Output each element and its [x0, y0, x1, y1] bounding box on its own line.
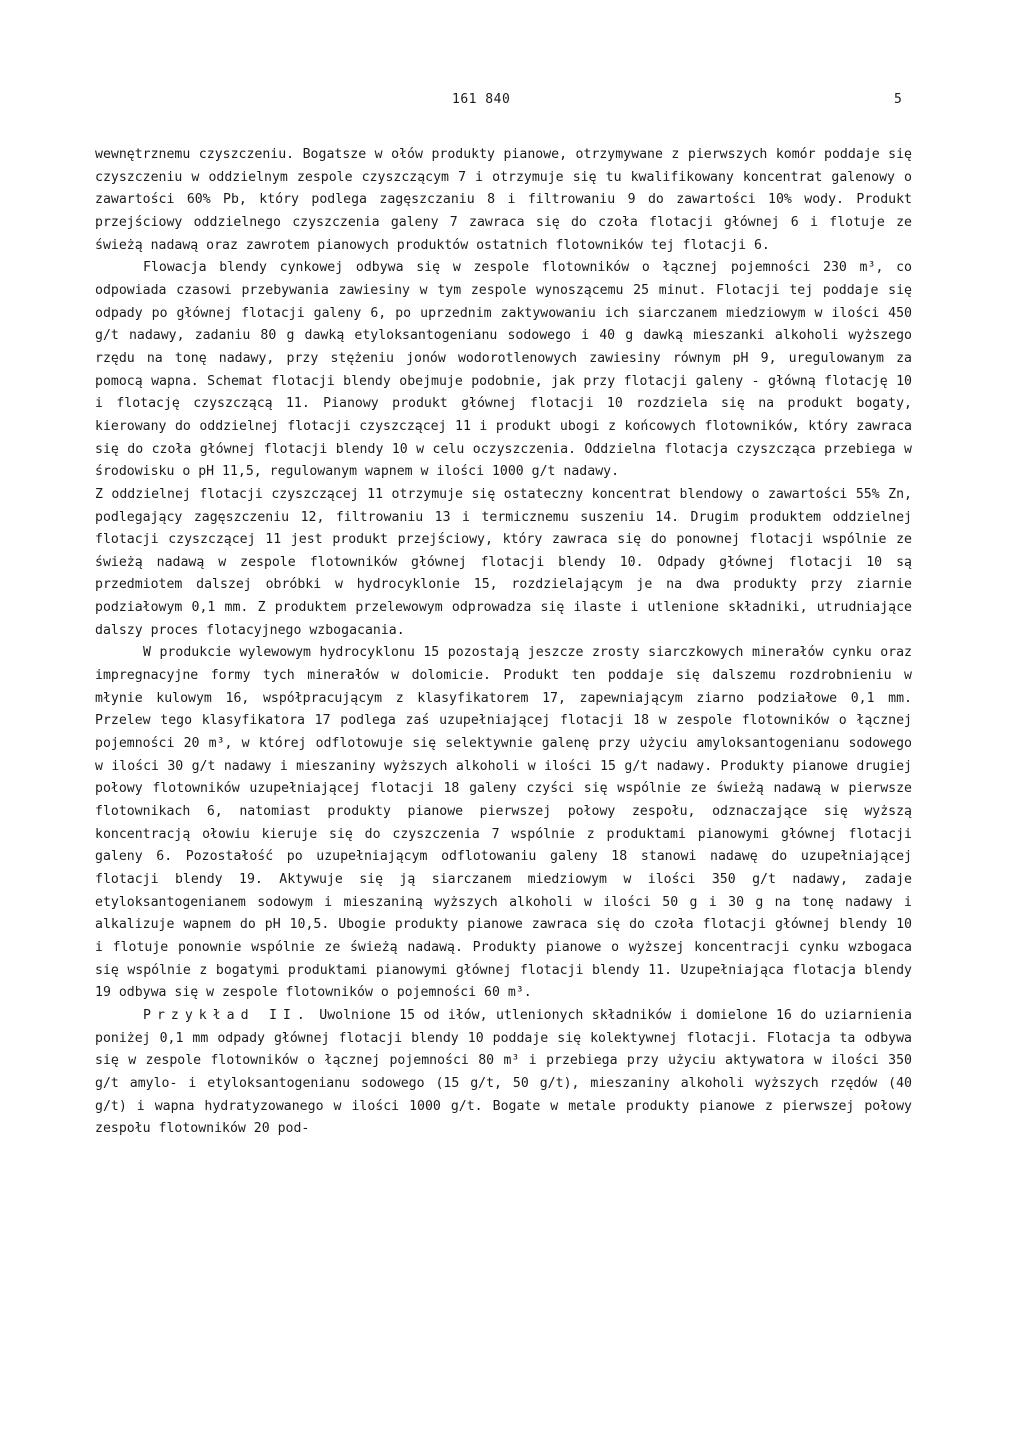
- page-number: 5: [894, 92, 902, 107]
- example-label: Przykład II.: [143, 1007, 311, 1023]
- paragraph-example-ii: [95, 1005, 912, 1141]
- patent-number: 161 840: [452, 92, 511, 107]
- page-header: [0, 92, 1024, 112]
- paragraph-galena-cleaning: wewnętrznemu czyszczeniu. Bogatsze w ołów produkty pianowe, otrzymywane z pierwszych komór poddaje się czyszczeniu w oddzielnym zespole czyszczącym 7 i otrzymuje się tu kwalifikowany koncentrat galenowy o zawartości 60% Pb, który podlega zagęszczaniu 8 i filtrowaniu 9 do zawartości 10% wody. Produkt przejściowy oddzielnego czyszczenia galeny 7 zawraca się do czoła flotacji głównej 6 i flotuje ze świeżą nadawą oraz zawrotem pianowych produktów ostatnich flotowników tej flotacji 6.: [95, 147, 912, 253]
- paragraph-separate-cleaning: Z oddzielnej flotacji czyszczącej 11 otrzymuje się ostateczny koncentrat blendowy o zawartości 55% Zn, podlegający zagęszczeniu 12, filtrowaniu 13 i termicznemu suszeniu 14. Drugim produktem oddzielnej flotacji czyszczącej 11 jest produkt przejściowy, który zawraca się do ponownej flotacji wspólnie ze świeżą nadawą w zespole flotowników głównej flotacji blendy 10. Odpady głównej flotacji 10 są przedmiotem dalszej obróbki w hydrocyklonie 15, rozdzielającym je na dwa produkty przy ziarnie podziałowym 0,1 mm. Z produktem przelewowym odprowadza się ilaste i utlenione składniki, utrudniające dalszy proces flotacyjnego wzbogacania.: [95, 486, 912, 638]
- paragraph-blende-flotation: Flowacja blendy cynkowej odbywa się w zespole flotowników o łącznej pojemności 230 m³, co odpowiada czasowi przebywania zawiesiny w tym zespole wynoszącemu 25 minut. Flotacji tej poddaje się odpady po głównej flotacji galeny 6, po uprzednim zaktywowaniu ich siarczanem miedziowym w ilości 450 g/t nadawy, zadaniu 80 g dawką etyloksantogenianu sodowego i 40 g dawką mieszanki alkoholi wyższego rzędu na tonę nadawy, przy stężeniu jonów wodorotlenowych zawiesiny równym pH 9, uregulowanym za pomocą wapna. Schemat flotacji blendy obejmuje podobnie, jak przy flotacji galeny - główną flotację 10 i flotację czyszczącą 11. Pianowy produkt głównej flotacji 10 rozdziela się na produkt bogaty, kierowany do oddzielnej flotacji czyszczącej 11 i produkt ubogi z końcowych flotowników, który zawraca się do czoła głównej flotacji blendy 10 w celu oczyszczenia. Oddzielna flotacja czyszcząca przebiega w środowisku o pH 11,5, regulowanym wapnem w ilości 1000 g/t nadawy.: [95, 260, 912, 480]
- paragraph-hydrocyclone-underflow: W produkcie wylewowym hydrocyklonu 15 pozostają jeszcze zrosty siarczkowych minerałów cynku oraz impregnacyjne formy tych minerałów w dolomicie. Produkt ten poddaje się dalszemu rozdrobnieniu w młynie kulowym 16, współpracującym z klasyfikatorem 17, zapewniającym ziarno podziałowe 0,1 mm. Przelew tego klasyfikatora 17 podlega zaś uzupełniającej flotacji 18 w zespole flotowników o łącznej pojemności 20 m³, w której odflotowuje się selektywnie galenę przy użyciu amyloksantogenianu sodowego w ilości 30 g/t nadawy i mieszaniny wyższych alkoholi w ilości 15 g/t nadawy. Produkty pianowe drugiej połowy flotowników uzupełniającej flotacji 18 galeny czyści się wspólnie ze świeżą nadawą w pierwsze flotownikach 6, natomiast produkty pianowe pierwszej połowy zespołu, odznaczające się wyższą koncentracją ołowiu kieruje się do czyszczenia 7 wspólnie z produktami pianowymi głównej flotacji galeny 6. Pozostałość po uzupełniającym odflotowaniu galeny 18 stanowi nadawę do uzupełniającej flotacji blendy 19. Aktywuje się ją siarczanem miedziowym w ilości 350 g/t nadawy, zadaje etyloksantogenianem sodowym i mieszaniną wyższych alkoholi w ilości 50 g i 30 g na tonę nadawy i alkalizuje wapnem do pH 10,5. Ubogie produkty pianowe zawraca się do czoła flotacji głównej blendy 10 i flotuje ponownie wspólnie ze świeżą nadawą. Produkty pianowe o wyższej koncentracji cynku wzbogaca się wspólnie z bogatymi produktami pianowymi głównej flotacji blendy 11. Uzupełniająca flotacja blendy 19 odbywa się w zespole flotowników o pojemności 60 m³.: [95, 645, 912, 1001]
- example-text: Uwolnione 15 od iłów, utlenionych składników i domielone 16 do uziarnienia poniżej 0,1 mm odpady głównej flotacji blendy 10 poddaje się kolektywnej flotacji. Flotacja ta odbywa się w zespole flotowników o łącznej pojemności 80 m³ i przebiega przy użyciu aktywatora w ilości 350 g/t amylo- i etyloksantogenianu sodowego (15 g/t, 50 g/t), mieszaniny alkoholi wyższych rzędów (40 g/t) i wapna hydratyzowanego w ilości 1000 g/t. Bogate w metale produkty pianowe z pierwszej połowy zespołu flotowników 20 pod-: [95, 1007, 912, 1137]
- body-text: [95, 144, 912, 1141]
